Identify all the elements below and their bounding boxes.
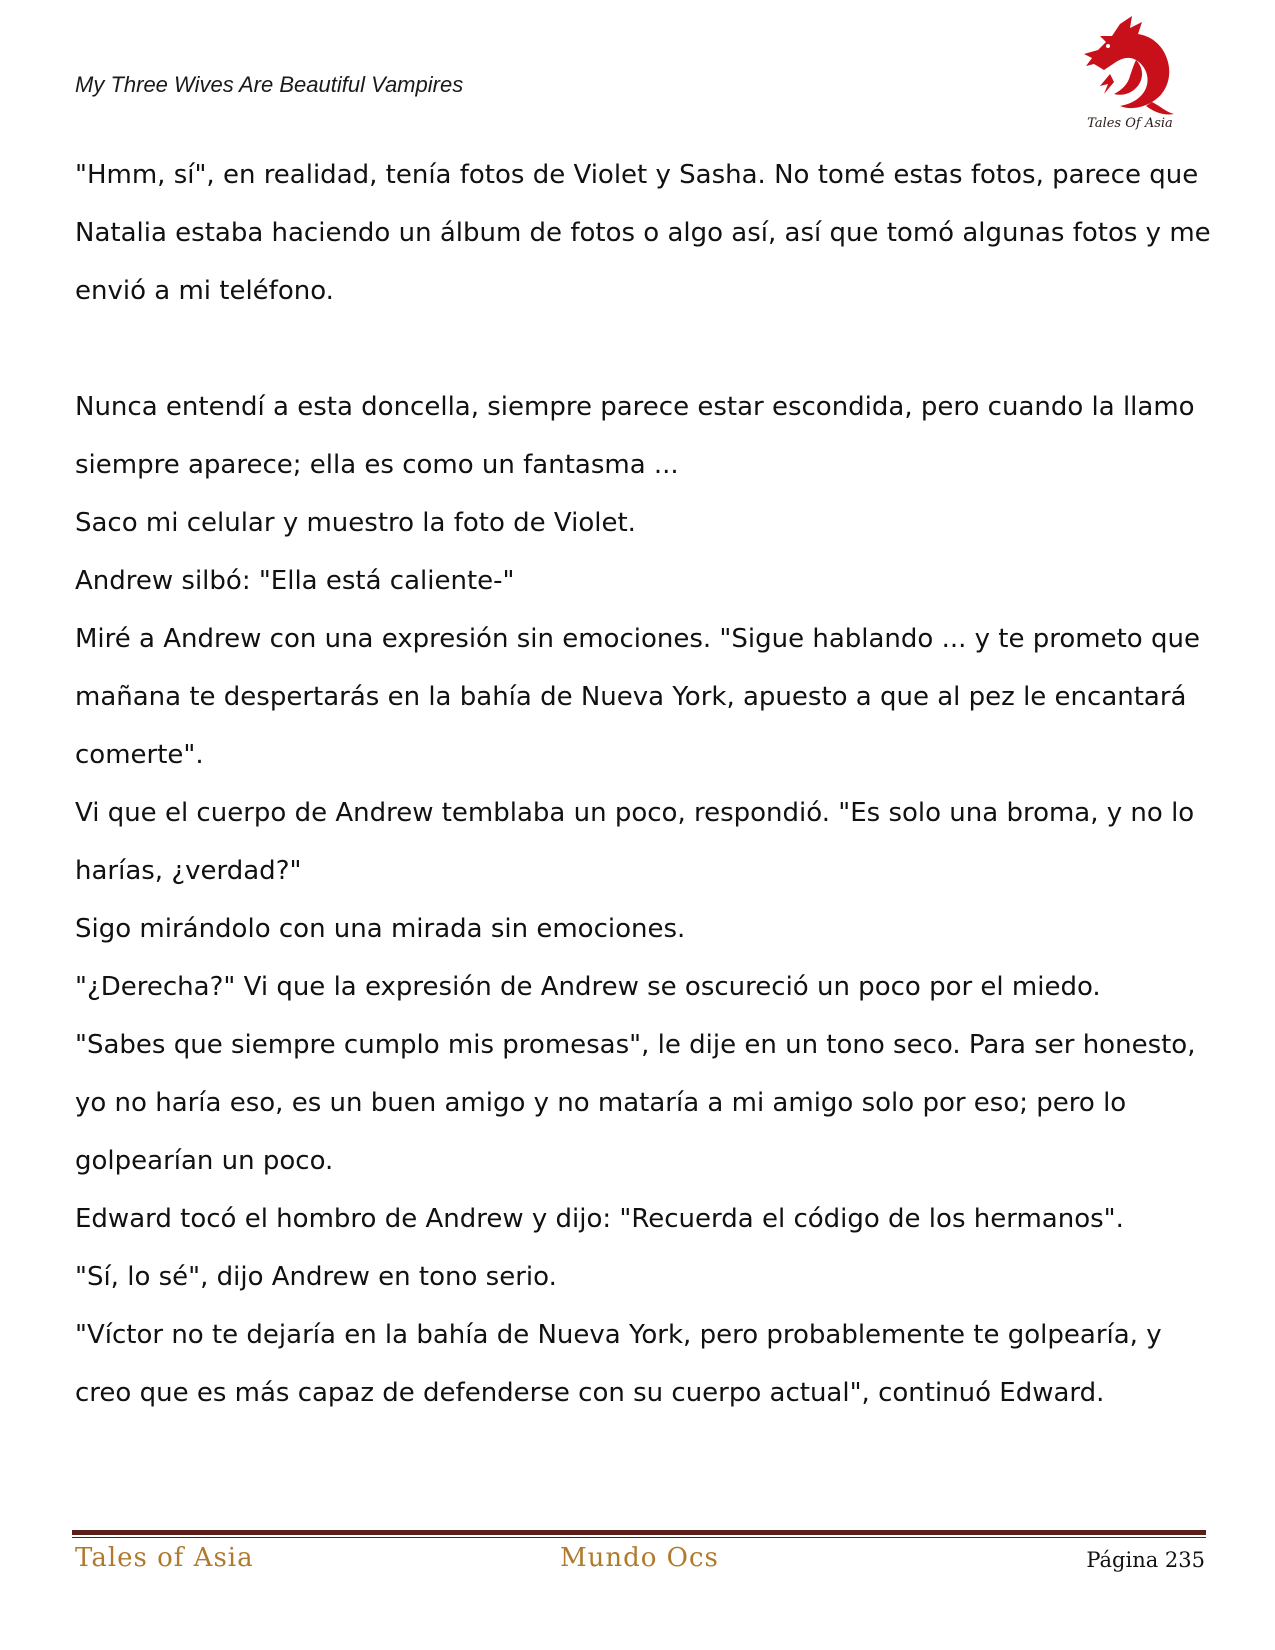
footer-divider — [72, 1530, 1206, 1538]
page-number: Página 235 — [1086, 1548, 1205, 1572]
text-line: Vi que el cuerpo de Andrew temblaba un poco, respondió. "Es solo una broma, y no lo — [75, 798, 1195, 828]
text-line: Nunca entendí a esta doncella, siempre parece estar escondida, pero cuando la llamo — [75, 392, 1195, 422]
text-line: creo que es más capaz de defenderse con su cuerpo actual", continuó Edward. — [75, 1378, 1105, 1408]
text-line: golpearían un poco. — [75, 1146, 334, 1176]
text-line: "Hmm, sí", en realidad, tenía fotos de Violet y Sasha. No tomé estas fotos, parece que — [75, 160, 1199, 190]
text-line: "Sabes que siempre cumplo mis promesas", le dije en un tono seco. Para ser honesto, — [75, 1030, 1196, 1060]
text-line: Saco mi celular y muestro la foto de Violet. — [75, 508, 636, 538]
logo — [1080, 14, 1180, 136]
text-line: Natalia estaba haciendo un álbum de fotos o algo así, así que tomó algunas fotos y me — [75, 218, 1211, 248]
text-line: yo no haría eso, es un buen amigo y no mataría a mi amigo solo por eso; pero lo — [75, 1088, 1127, 1118]
red-dragon-icon — [1080, 14, 1180, 118]
book-title: My Three Wives Are Beautiful Vampires — [75, 72, 464, 97]
text-line: Sigo mirándolo con una mirada sin emociones. — [75, 914, 686, 944]
text-line: Andrew silbó: "Ella está caliente-" — [75, 566, 515, 596]
text-line: Edward tocó el hombro de Andrew y dijo: "Recuerda el código de los hermanos". — [75, 1204, 1124, 1234]
footer-brand: Tales of Asia — [75, 1543, 254, 1573]
text-line: siempre aparece; ella es como un fantasma ... — [75, 450, 679, 480]
text-line: envió a mi teléfono. — [75, 276, 334, 306]
footer-center-text: Mundo Ocs — [560, 1543, 719, 1573]
text-line: "¿Derecha?" Vi que la expresión de Andrew se oscureció un poco por el miedo. — [75, 972, 1101, 1002]
text-line: harías, ¿verdad?" — [75, 856, 302, 886]
text-line: mañana te despertarás en la bahía de Nueva York, apuesto a que al pez le encantará — [75, 682, 1187, 712]
text-line: comerte". — [75, 740, 204, 770]
text-line: "Víctor no te dejaría en la bahía de Nueva York, pero probablemente te golpearía, y — [75, 1320, 1162, 1350]
text-line: "Sí, lo sé", dijo Andrew en tono serio. — [75, 1262, 557, 1292]
text-line: Miré a Andrew con una expresión sin emociones. "Sigue hablando ... y te prometo que — [75, 624, 1200, 654]
page-body — [75, 146, 1211, 1422]
paragraph-gap — [75, 320, 1205, 378]
logo-text: Tales Of Asia — [1087, 116, 1173, 131]
